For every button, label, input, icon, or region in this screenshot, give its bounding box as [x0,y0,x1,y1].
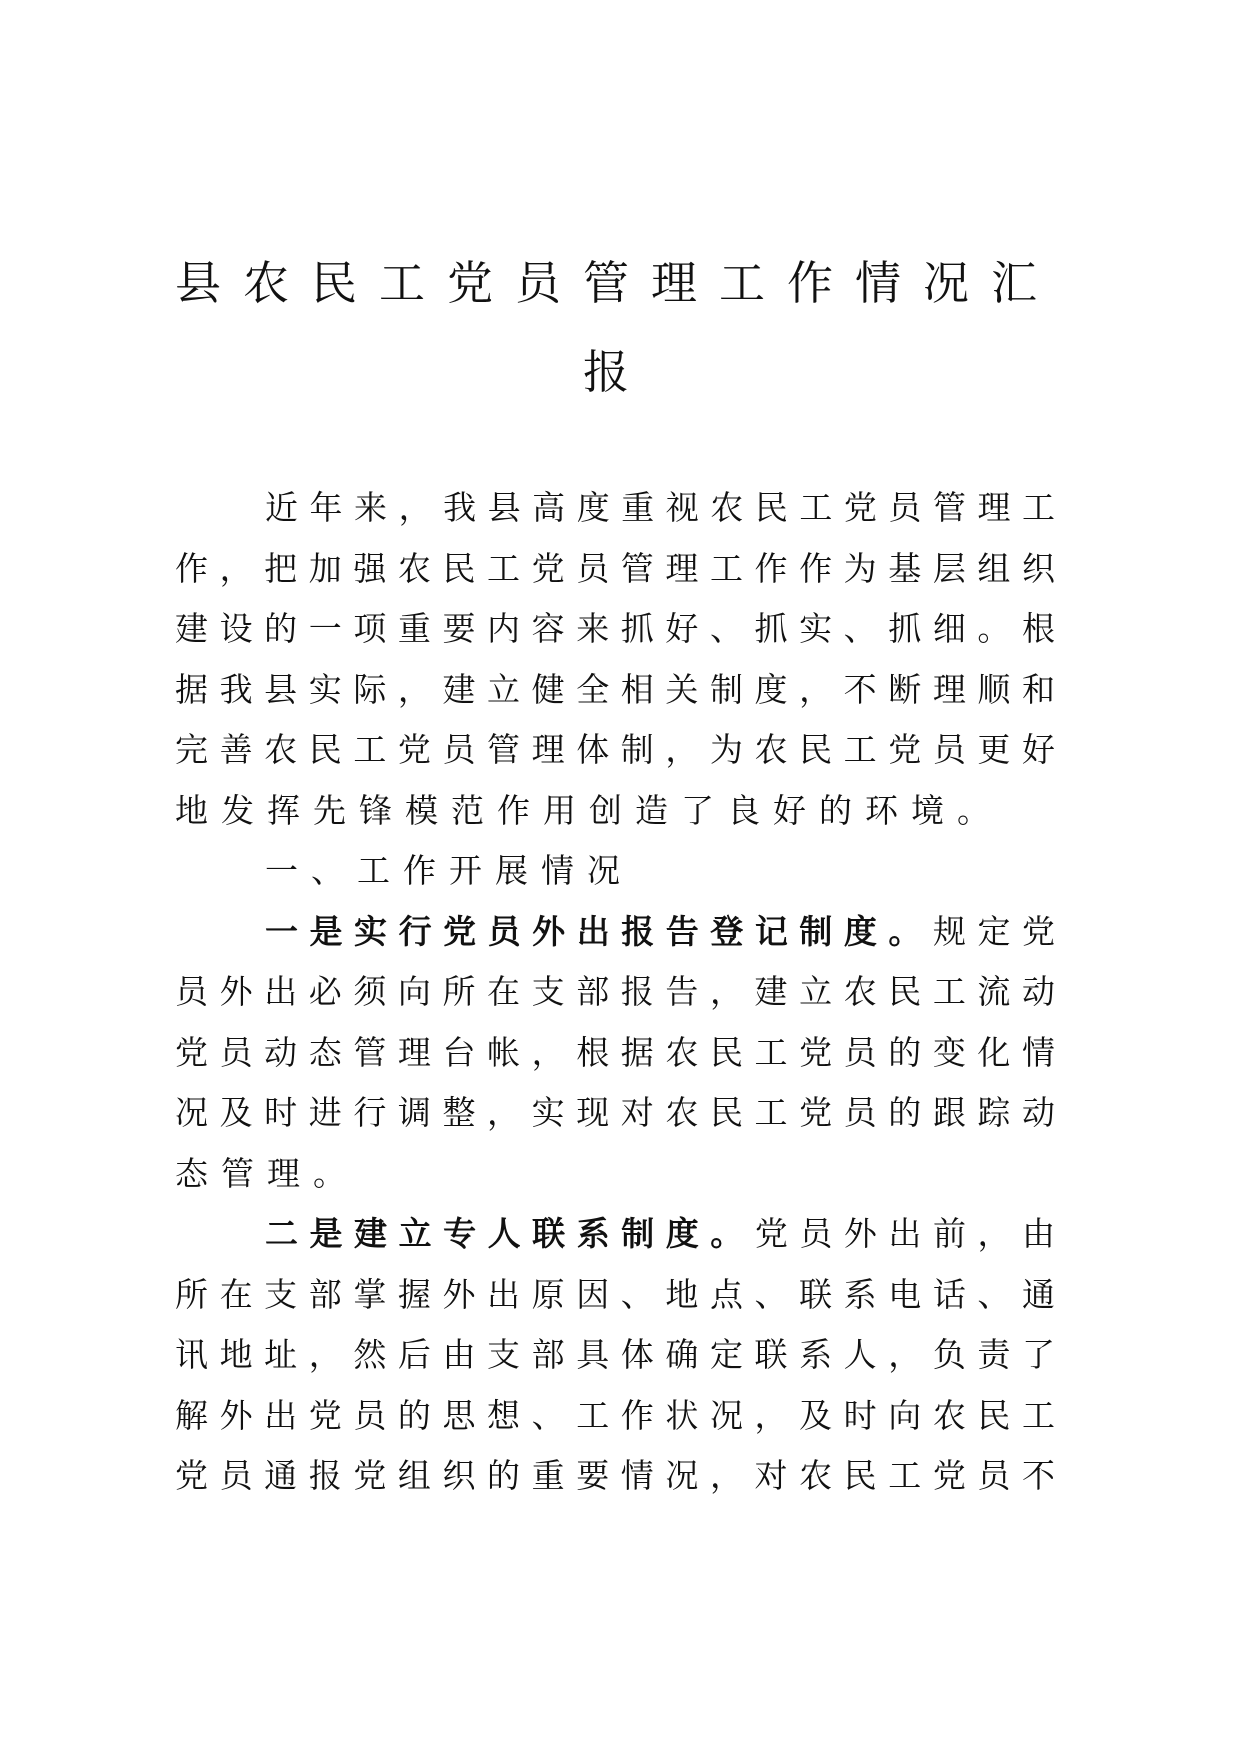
paragraph-line: 党员通报党组织的重要情况，对农民工党员不 [175,1456,1055,1495]
paragraph-lead: 二是建立专人联系制度。 [265,1214,755,1253]
paragraph-line: 近年来，我县高度重视农民工党员管理工 [265,488,1055,527]
paragraph-lead: 一是实行党员外出报告登记制度。 [265,911,933,951]
paragraph-line: 党员动态管理台帐，根据农民工党员的变化情 [175,1032,1055,1072]
paragraph-line: 员外出必须向所在支部报告，建立农民工流动 [175,972,1055,1011]
paragraph-line: 所在支部掌握外出原因、地点、联系电话、通 [175,1274,1055,1314]
paragraph-line: 态管理。 [175,1153,359,1193]
paragraph-line-rest: 规定党 [932,911,1056,951]
document-body [175,478,1055,1507]
paragraph-intro [175,478,1055,841]
paragraph-line: 建设的一项重要内容来抓好、抓实、抓细。根 [175,609,1055,648]
paragraph-line: 讯地址，然后由支部具体确定联系人，负责了 [175,1335,1055,1374]
paragraph-line-rest: 党员外出前，由 [754,1214,1056,1253]
paragraph-line: 解外出党员的思想、工作状况，及时向农民工 [175,1395,1055,1435]
paragraph-line: 据我县实际，建立健全相关制度，不断理顺和 [175,669,1055,709]
section-heading: 一、工作开展情况 [265,851,633,890]
paragraph-report-registration [175,902,1055,1205]
paragraph-line [175,1204,1055,1265]
paragraph-line: 完善农民工党员管理体制，为农民工党员更好 [175,730,1055,769]
paragraph-line: 况及时进行调整，实现对农民工党员的跟踪动 [175,1093,1055,1132]
paragraph-line: 地发挥先锋模范作用创造了良好的环境。 [175,790,1003,830]
document-title-line-2: 报 [583,345,651,399]
document-title-line-1: 县农民工党员管理工作情况汇 [175,256,1059,310]
paragraph-contact-system [175,1204,1055,1507]
paragraph-line: 作，把加强农民工党员管理工作作为基层组织 [175,548,1055,588]
paragraph-line [175,902,1055,963]
